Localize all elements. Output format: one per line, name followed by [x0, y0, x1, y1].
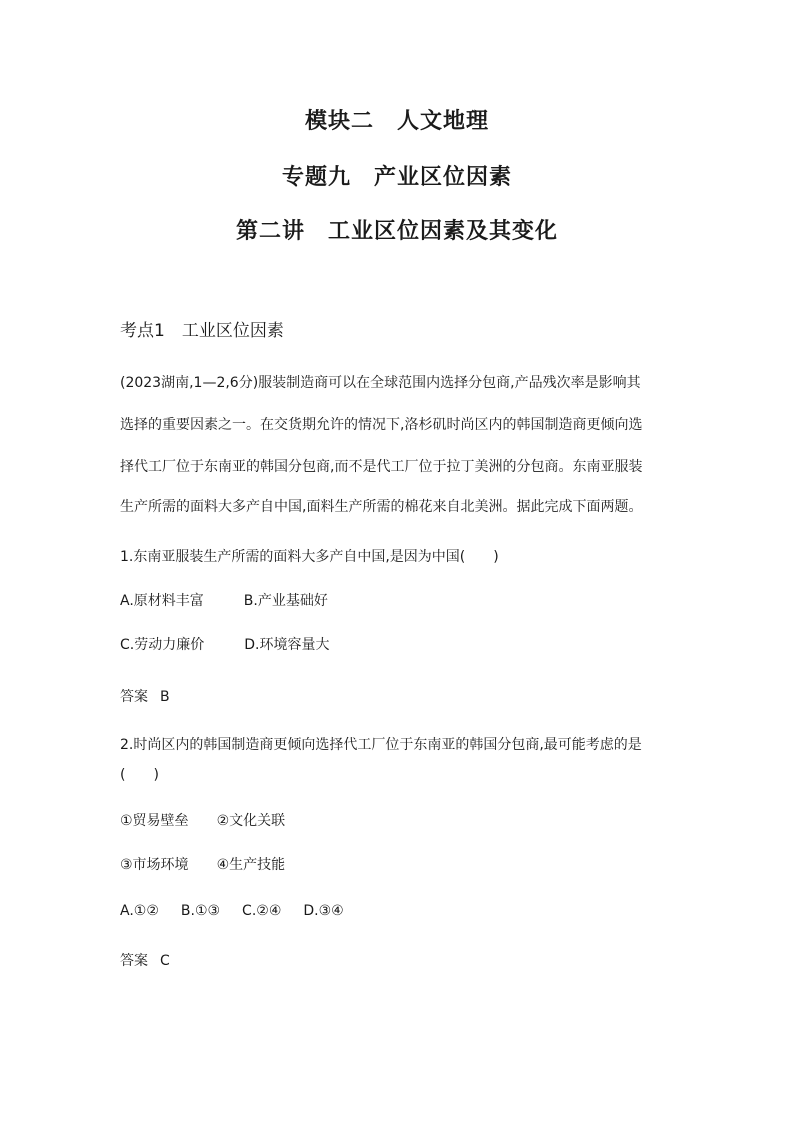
lecture-title: 第二讲 工业区位因素及其变化 — [235, 219, 558, 244]
option-d: D.环境容量大 — [244, 637, 330, 653]
answer-value: C — [160, 953, 170, 969]
option-d: D.③④ — [303, 903, 344, 919]
passage-line: 择代工厂位于东南亚的韩国分包商,而不是代工厂位于拉丁美洲的分包商。东南亚服装 — [120, 459, 643, 475]
answer-label: 答案 — [120, 689, 148, 705]
answer-row — [120, 952, 170, 970]
passage-line: 选择的重要因素之一。在交货期允许的情况下,洛杉矶时尚区内的韩国制造商更倾向选 — [120, 417, 643, 433]
statement-1: ①贸易壁垒 — [120, 813, 189, 829]
statement-4: ④生产技能 — [216, 857, 286, 873]
option-c: C.②④ — [242, 903, 282, 919]
section-title: 考点1 工业区位因素 — [120, 321, 284, 341]
statement-2: ②文化关联 — [216, 813, 286, 829]
option-row — [120, 636, 329, 654]
statement-3: ③市场环境 — [120, 857, 189, 873]
option-row — [120, 592, 328, 610]
topic-title: 专题九 产业区位因素 — [281, 165, 512, 190]
statement-row — [120, 812, 285, 830]
option-row — [120, 902, 344, 920]
question-stem: 2.时尚区内的韩国制造商更倾向选择代工厂位于东南亚的韩国分包商,最可能考虑的是 — [120, 737, 642, 753]
statement-row — [120, 856, 285, 874]
question-stem: 1.东南亚服装生产所需的面料大多产自中国,是因为中国( ) — [120, 549, 499, 565]
option-b: B.①③ — [180, 903, 221, 919]
answer-value: B — [160, 689, 170, 705]
answer-label: 答案 — [120, 953, 148, 969]
passage-line: 生产所需的面料大多产自中国,面料生产所需的棉花来自北美洲。据此完成下面两题。 — [120, 499, 643, 515]
passage-line: (2023湖南,1—2,6分)服装制造商可以在全球范围内选择分包商,产品残次率是影响其 — [120, 375, 641, 391]
option-c: C.劳动力廉价 — [120, 637, 205, 653]
module-title: 模块二 人文地理 — [304, 109, 489, 134]
option-b: B.产业基础好 — [243, 593, 328, 609]
question-stem-continuation: ( ) — [120, 767, 159, 783]
option-a: A.①② — [120, 903, 159, 919]
answer-row — [120, 688, 170, 706]
option-a: A.原材料丰富 — [120, 593, 204, 609]
